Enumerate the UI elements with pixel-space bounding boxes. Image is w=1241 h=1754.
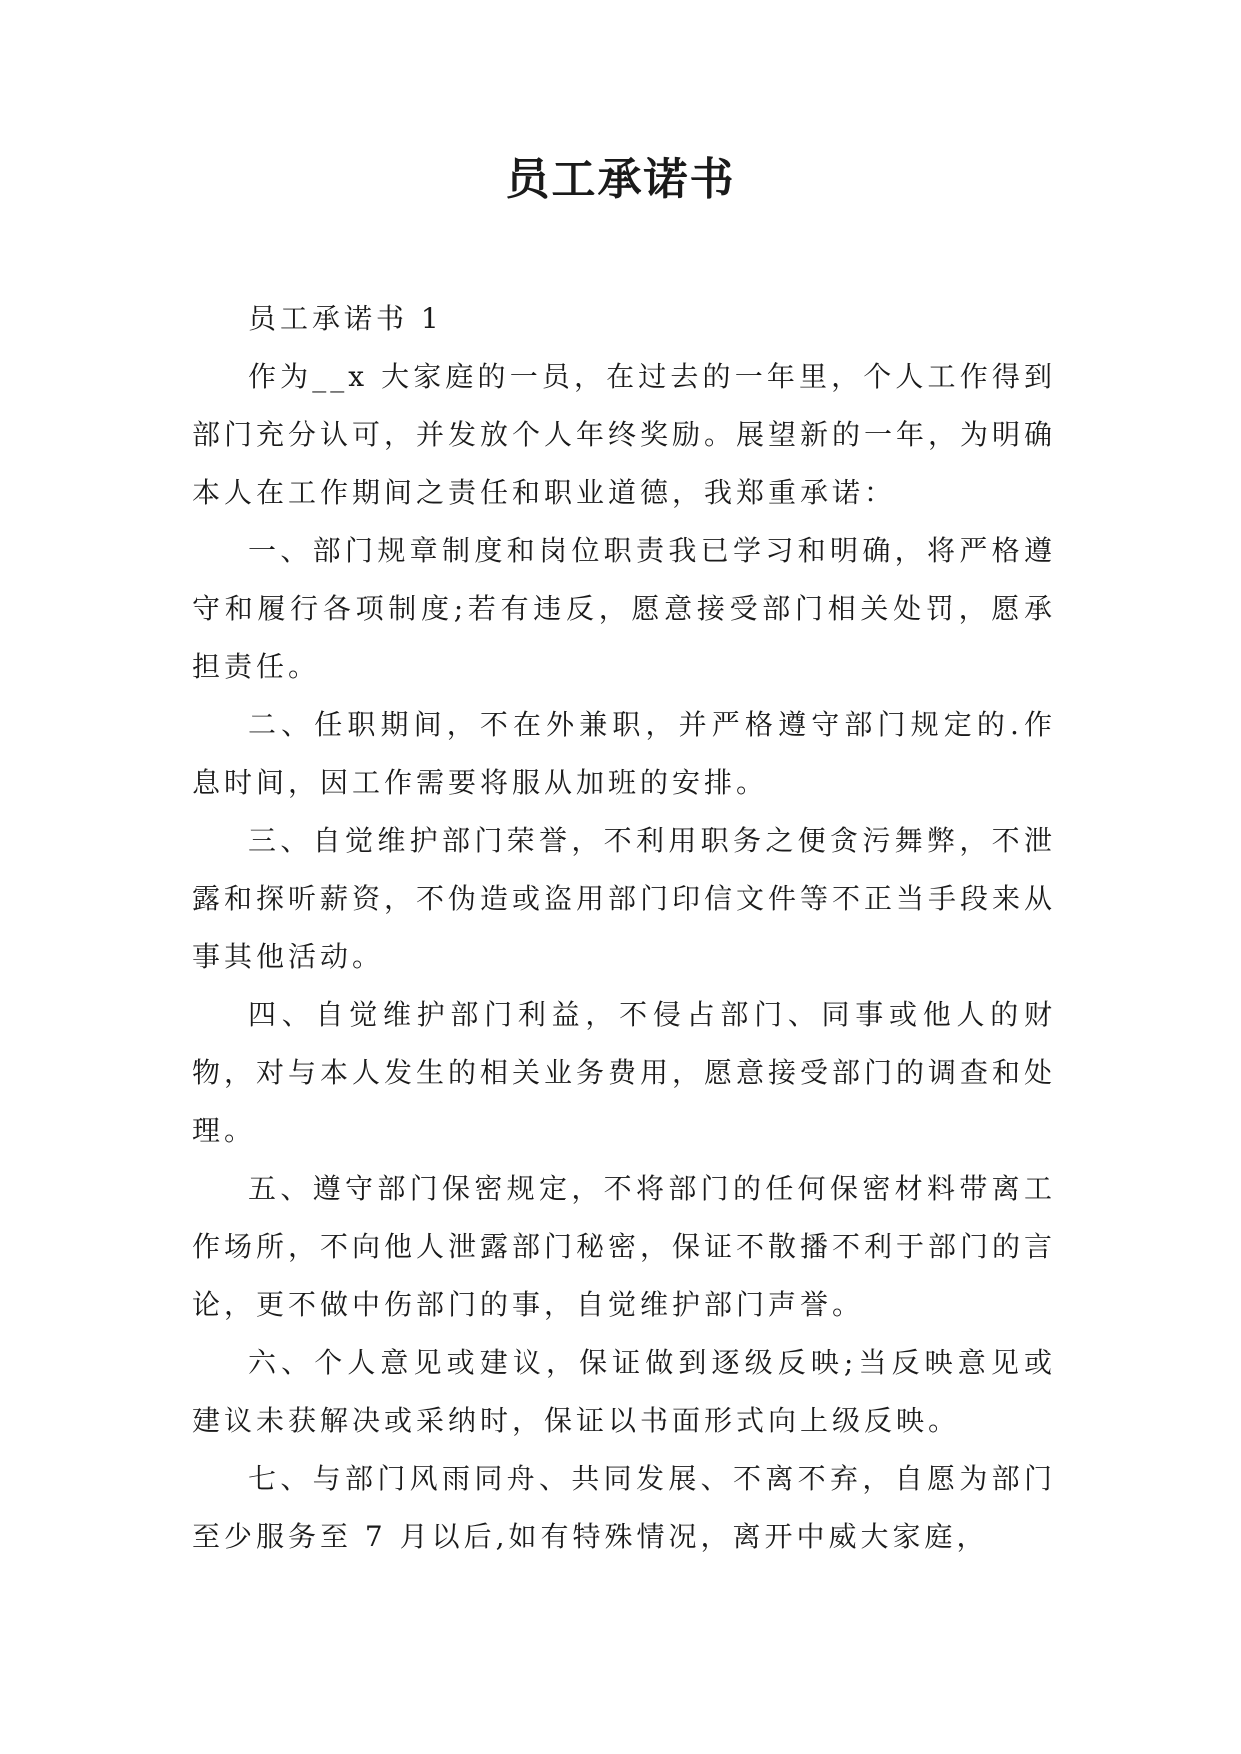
paragraph-item-4: 四、自觉维护部门利益，不侵占部门、同事或他人的财物，对与本人发生的相关业务费用，愿意接受部门的调查和处理。 [192,998,1057,1147]
paragraph-item-3: 三、自觉维护部门荣誉，不利用职务之便贪污舞弊，不泄露和探听薪资，不伪造或盗用部门印信文件等不正当手段来从事其他活动。 [192,824,1057,973]
paragraph-item-5: 五、遵守部门保密规定，不将部门的任何保密材料带离工作场所，不向他人泄露部门秘密，保证不散播不利于部门的言论，更不做中伤部门的事，自觉维护部门声誉。 [192,1172,1057,1321]
document-body [192,290,1056,1566]
paragraph-intro: 作为__x 大家庭的一员，在过去的一年里，个人工作得到部门充分认可，并发放个人年终奖励。展望新的一年，为明确本人在工作期间之责任和职业道德，我郑重承诺： [192,360,1057,509]
section-heading: 员工承诺书 1 [248,302,443,335]
document-title: 员工承诺书 [505,154,736,205]
paragraph-item-1: 一、部门规章制度和岗位职责我已学习和明确，将严格遵守和履行各项制度;若有违反，愿意接受部门相关处罚，愿承担责任。 [192,534,1056,683]
paragraph-item-7: 七、与部门风雨同舟、共同发展、不离不弃，自愿为部门至少服务至 7 月以后,如有特殊情况，离开中威大家庭， [192,1462,1056,1553]
paragraph-item-2: 二、任职期间，不在外兼职，并严格遵守部门规定的.作息时间，因工作需要将服从加班的安排。 [192,708,1056,799]
paragraph-item-6: 六、个人意见或建议，保证做到逐级反映;当反映意见或建议未获解决或采纳时，保证以书面形式向上级反映。 [192,1346,1056,1437]
